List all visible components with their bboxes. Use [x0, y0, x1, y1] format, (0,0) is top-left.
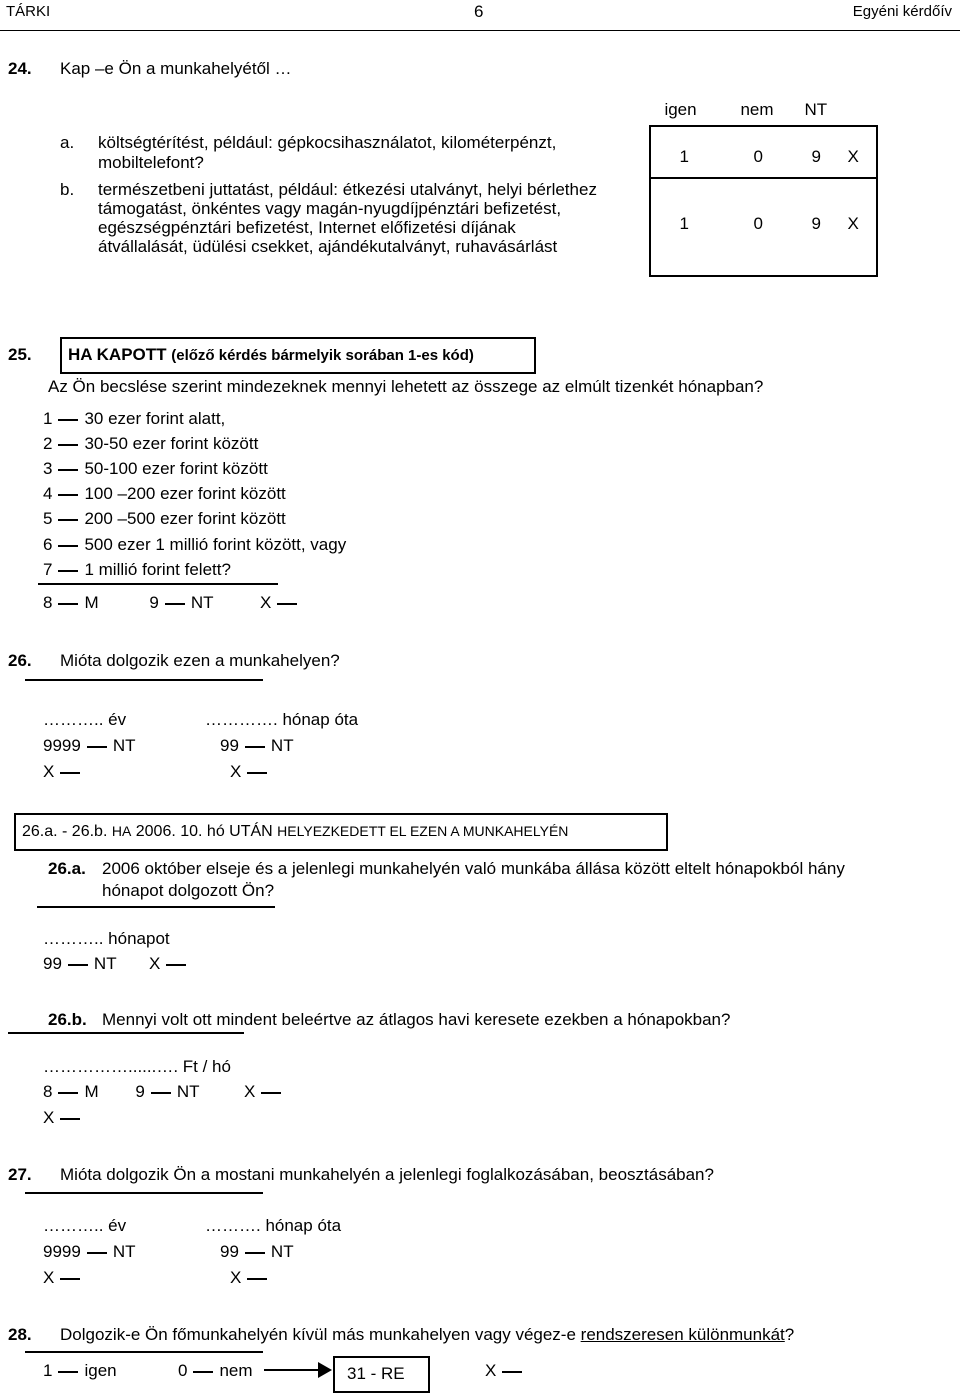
option-label: 50-100 ezer forint között: [84, 459, 268, 478]
q26-month-x[interactable]: [230, 763, 273, 782]
q24-row-a-text: [58, 126, 650, 178]
code-8: 8: [43, 593, 53, 612]
q25-number: 25.: [8, 345, 32, 364]
q25-filter-main: HA KAPOTT: [68, 345, 167, 364]
no-code: 0: [178, 1361, 188, 1380]
row-b-line3: egészségpénztári befizetést, Internet előfizetési díjának: [98, 218, 516, 237]
q24-text: Kap –e Ön a munkahelyétől …: [60, 59, 292, 78]
row-a-code-nem[interactable]: 0: [753, 147, 763, 166]
option-label: 200 –500 ezer forint között: [84, 509, 286, 528]
dash: [58, 545, 78, 547]
dash: [58, 1092, 78, 1094]
q26a-underline: [37, 906, 275, 908]
dash: [245, 1252, 265, 1254]
q26-text: Mióta dolgozik ezen a munkahelyen?: [60, 651, 340, 670]
code-x: X: [43, 1108, 55, 1127]
option-code: 6: [43, 535, 53, 554]
page-number: 6: [474, 2, 484, 21]
q26a-blank[interactable]: ……….. hónapot: [43, 929, 170, 948]
option-label: 500 ezer 1 millió forint között, vagy: [84, 535, 347, 554]
row-a-code-igen[interactable]: 1: [679, 147, 689, 166]
option-code: 2: [43, 434, 53, 453]
q27-year-x[interactable]: [43, 1269, 86, 1288]
dash: [151, 1092, 171, 1094]
option-label: 30 ezer forint alatt,: [84, 409, 226, 428]
dash: [277, 603, 297, 605]
q25-option[interactable]: [43, 561, 231, 580]
q28-no-option[interactable]: [178, 1362, 253, 1381]
q26a-number: 26.a.: [48, 859, 86, 878]
option-label: 30-50 ezer forint között: [84, 434, 259, 453]
skip-label: 31 - RE: [347, 1364, 405, 1383]
dash: [261, 1092, 281, 1094]
q26b-x[interactable]: [43, 1109, 86, 1128]
dash: [87, 746, 107, 748]
header-right: Egyéni kérdőív: [852, 3, 952, 20]
option-code: 7: [43, 560, 53, 579]
row-b-line1: természetbeni juttatást, például: étkezési utalványt, helyi bérlethez: [98, 180, 597, 199]
col-header-nem: nem: [740, 100, 774, 119]
q28-text-before: Dolgozik-e Ön főmunkahelyén kívül más munkahelyen vagy végez-e: [60, 1325, 581, 1344]
code-nt: NT: [270, 1242, 294, 1261]
code-9999: 9999: [43, 736, 81, 755]
dash: [58, 419, 78, 421]
q24-header-spacer: [58, 95, 650, 126]
q28-text: [60, 1326, 794, 1345]
row-b-code-igen[interactable]: 1: [679, 214, 689, 233]
code-99: 99: [43, 954, 62, 973]
q25-option[interactable]: [43, 485, 286, 504]
filter26-part2: HA: [111, 823, 132, 839]
row-a-letter: a.: [60, 133, 75, 152]
dash: [87, 1252, 107, 1254]
q28-text-underlined: rendszeresen különmunkát: [580, 1325, 785, 1344]
row-a-line1: költségtérítést, például: gépkocsihasználatot, kilométerpénzt,: [98, 133, 557, 152]
q26-month-codes[interactable]: [220, 737, 294, 756]
q26a-codes[interactable]: [43, 955, 192, 974]
option-label: 100 –200 ezer forint között: [84, 484, 286, 503]
q25-option[interactable]: [43, 510, 286, 529]
dash: [247, 772, 267, 774]
filter26-part4: HELYEZKEDETT EL EZEN A MUNKAHELYÉN: [277, 823, 569, 839]
filter26-part3: 2006. 10. hó UTÁN: [135, 823, 273, 840]
q27-text: Mióta dolgozik Ön a mostani munkahelyén a jelenlegi foglalkozásában, beosztásában?: [60, 1165, 714, 1184]
q26-year-codes[interactable]: [43, 737, 136, 756]
dash: [68, 964, 88, 966]
q24-row-a-codes: [650, 126, 877, 178]
q26b-number: 26.b.: [48, 1010, 87, 1029]
row-a-line2: mobiltelefont?: [98, 153, 204, 172]
q25-filter: [68, 346, 474, 365]
dash: [58, 494, 78, 496]
row-b-code-x[interactable]: X: [847, 214, 859, 233]
code-nt: NT: [93, 954, 117, 973]
q25-option[interactable]: [43, 435, 258, 454]
dash: [58, 570, 78, 572]
q26-underline: [25, 679, 263, 681]
dash: [58, 1371, 78, 1373]
q24-row-b-text: [58, 178, 650, 276]
q25-option[interactable]: [43, 410, 225, 429]
dash: [58, 444, 78, 446]
col-header-igen: igen: [664, 100, 697, 119]
q26a-line1: 2006 október elseje és a jelenlegi munkahelyén való munkába állása között eltelt hónapokból hány: [102, 859, 845, 878]
row-a-code-x[interactable]: X: [847, 147, 859, 166]
code-x: X: [259, 593, 272, 612]
q24-col-headers: [650, 95, 877, 126]
q26b-text: Mennyi volt ott mindent beleértve az átlagos havi keresete ezekben a hónapokban?: [102, 1010, 731, 1029]
q25-underline: [38, 583, 278, 585]
q27-month-blank[interactable]: ………. hónap óta: [205, 1216, 342, 1235]
col-header-nt: NT: [804, 100, 828, 119]
code-x: X: [243, 1082, 256, 1101]
dash: [193, 1371, 213, 1373]
code-99: 99: [220, 1242, 239, 1261]
q26-year-blank[interactable]: ……….. év: [43, 710, 127, 729]
q26b-blank[interactable]: ……………......…. Ft / hó: [43, 1057, 231, 1076]
row-a-code-nt[interactable]: 9: [811, 147, 821, 166]
code-x: X: [43, 1268, 55, 1287]
row-b-line4: átvállalását, üdülési csekket, ajándékutalványt, ruhavásárlást: [98, 237, 558, 256]
dash: [247, 1278, 267, 1280]
q24-table: [58, 95, 878, 277]
option-code: 5: [43, 509, 53, 528]
q25-filter-rest: (előző kérdés bármelyik sorában 1-es kód): [171, 347, 474, 364]
row-b-code-nem[interactable]: 0: [753, 214, 763, 233]
dash: [245, 746, 265, 748]
q28-underline: [25, 1351, 263, 1353]
code-9999: 9999: [43, 1242, 81, 1261]
q27-number: 27.: [8, 1165, 32, 1184]
q27-month-x[interactable]: [230, 1269, 273, 1288]
dash: [58, 603, 78, 605]
code-x: X: [43, 762, 55, 781]
dash: [502, 1371, 522, 1373]
option-code: 3: [43, 459, 53, 478]
skip-arrow-line: [264, 1369, 324, 1371]
code-8: 8: [43, 1082, 53, 1101]
q27-year-blank[interactable]: ……….. év: [43, 1216, 127, 1235]
q28-text-after: ?: [784, 1325, 795, 1344]
no-label: nem: [219, 1361, 253, 1380]
q25-option[interactable]: [43, 460, 268, 479]
code-nt: NT: [176, 1082, 200, 1101]
q26-year-x[interactable]: [43, 763, 86, 782]
code-m: M: [84, 1082, 99, 1101]
code-nt: NT: [190, 593, 214, 612]
dash: [60, 772, 80, 774]
code-nt: NT: [112, 1242, 136, 1261]
q24-row-b-codes: [650, 178, 877, 276]
q26-number: 26.: [8, 651, 32, 670]
row-b-code-nt[interactable]: 9: [811, 214, 821, 233]
code-x: X: [485, 1361, 497, 1380]
skip-arrow-icon: [318, 1362, 332, 1378]
q28-number: 28.: [8, 1325, 32, 1344]
q27-month-codes[interactable]: [220, 1243, 294, 1262]
yes-code: 1: [43, 1361, 53, 1380]
code-99: 99: [220, 736, 239, 755]
dash: [166, 964, 186, 966]
code-x: X: [230, 762, 242, 781]
option-code: 1: [43, 409, 53, 428]
code-x: X: [149, 954, 161, 973]
dash: [58, 519, 78, 521]
q26-month-blank[interactable]: …………. hónap óta: [205, 710, 359, 729]
q26b-extra-codes[interactable]: [43, 1083, 287, 1102]
dash: [60, 1278, 80, 1280]
row-b-letter: b.: [60, 180, 75, 199]
header-left: TÁRKI: [6, 3, 51, 20]
q24-number: 24.: [8, 59, 32, 78]
q25-option[interactable]: [43, 536, 346, 555]
q26b-underline: [8, 1032, 244, 1034]
q26a-line2: hónapot dolgozott Ön?: [102, 881, 275, 900]
code-9: 9: [135, 1082, 145, 1101]
option-code: 4: [43, 484, 53, 503]
dash: [165, 603, 185, 605]
code-nt: NT: [270, 736, 294, 755]
row-b-line2: támogatást, önkéntes vagy magán-nyugdíjpénztári befizetést,: [98, 199, 562, 218]
code-nt: NT: [112, 736, 136, 755]
filter26-text: [22, 823, 568, 841]
dash: [58, 469, 78, 471]
q25-extra-codes[interactable]: [43, 594, 303, 613]
dash: [60, 1118, 80, 1120]
q28-x-option[interactable]: [485, 1362, 528, 1381]
option-label: 1 millió forint felett?: [84, 560, 231, 579]
q28-yes-option[interactable]: [43, 1362, 117, 1381]
code-9: 9: [149, 593, 159, 612]
code-x: X: [230, 1268, 242, 1287]
header-rule: [0, 30, 960, 31]
q25-question: Az Ön becslése szerint mindezeknek mennyi lehetett az összege az elmúlt tizenkét hónapban?: [48, 377, 764, 396]
q27-underline: [25, 1192, 263, 1194]
filter26-part1: 26.a. - 26.b.: [22, 823, 108, 840]
yes-label: igen: [84, 1361, 117, 1380]
q27-year-codes[interactable]: [43, 1243, 136, 1262]
code-m: M: [84, 593, 99, 612]
